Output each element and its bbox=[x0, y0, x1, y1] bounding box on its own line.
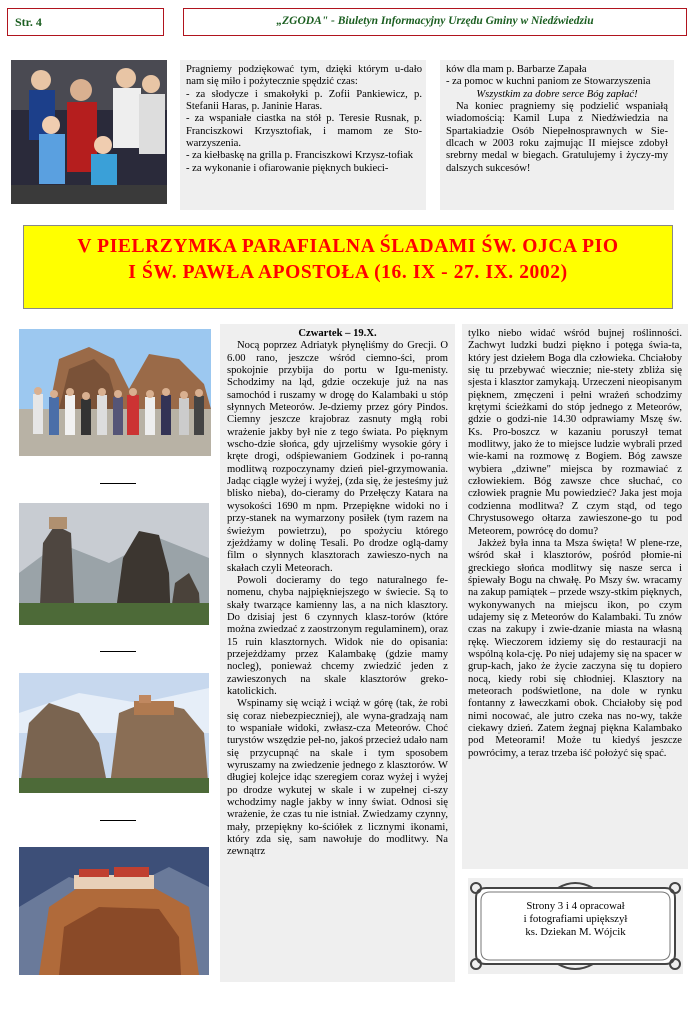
article-para-5: Jakżeż była inna ta Msza święta! W plene-rze, wśród skał i klasztorów, pośród płomie-ni greckiego słońca modlitwy się nasze serca i śpiewały Bogu na chwałę. Po Mszy św. wracamy na zakup pamiątek – przede wszy-stkim pięknych, wykonywanych na miejscu ikon, po czym udajemy się z Meteorów do Kalambaki. Tu znów czas na zakupy i zwie-dzanie miasta na własną rękę. Wieczorem idziemy się do restauracji na wspólną kola-cję. Po niej udajemy się na spacer w grup-kach, jako że życie zaczyna się tu dopiero nocą, kiedy robi się chłodniej. Klasztory na meteorach podświetlone, na dole w rynku fontanny z ławeczkami obok. Chciałoby się pod nimi nocować, ale jutro czeka nas no-wy, także ciekawy dzień. Zatem żegnaj piękna Kalambako pod Meteorami! Może tu kiedyś jeszcze powrócimy, a teraz trzeba iść położyć się spać. bbox=[468, 537, 682, 759]
thanks-blessing: Wszystkim za dobre serce Bóg zapłać! bbox=[476, 88, 638, 100]
article-column-1 bbox=[220, 324, 455, 982]
article-para-4: tylko niebo widać wśród bujnej roślinności. Zachwyt ludzki budzi piękno i potęga świa-ta, który jest dziełem Boga dla człowieka. Chciałoby się tu przebywać wiecznie; nie-stety zbliża się sjesta i klasztor zamykają. Urzeczeni nieopisanym pięknem, zmęczeni i pełni wrażeń schodzimy krętymi ścieżkami do stóp jednego z Meteorów, gdzie o godzi-nie 14.30 odprawiamy Mszę św. Ks. Pro-boszcz w kazaniu poruszył temat modlitwy, jako że to miejsce ludzie wybrali przed wie-kami na rozmowę z Bogiem. Bóg zawsze wybiera „dziwne" miejsca by rozmawiać z człowiekiem. Bóg zawsze chce słuchać, co człowiek pragnie Mu powiedzieć? Jaka jest moja codzienna modlitwa? Z czym stąd, od tego Chrystusowego ołtarza zawieszone-go tu pod Meteorem, powrócę do domu? bbox=[468, 328, 682, 537]
credits-line-1: Strony 3 i 4 opracował bbox=[526, 900, 625, 912]
page-number: Str. 4 bbox=[7, 8, 164, 36]
meteora-rock-photo bbox=[19, 503, 209, 625]
title-line-1: V PIELRZYMKA PARAFIALNA ŚLADAMI ŚW. OJCA PIO bbox=[77, 236, 619, 257]
thanks-para-3: - za wspaniałe ciastka na stół p. Teresie Rusnak, p. Franciszkowi Krzysztofiak, i mamom ze Sto-warzyszenia. bbox=[186, 113, 422, 150]
thanks-para-4: - za kiełbaskę na grilla p. Franciszkowi Krzysz-tofiak bbox=[186, 150, 414, 162]
photo-separator bbox=[100, 483, 136, 484]
thanks-para-7: - za pomoc w kuchni paniom ze Stowarzyszenia bbox=[446, 76, 651, 88]
meteora-group-photo bbox=[19, 329, 211, 456]
meteora-monastery-photo bbox=[19, 673, 209, 793]
article-para-3: Wspinamy się wciąż i wciąż w górę (tak, że robi się coraz niebezpieczniej), ale wyna-gradzają nam to wspaniałe widoki, zwłasz-cza Meteorów. Choć turystów wszędzie peł-no, jakoś przecież udało nam się przycupnąć na skale i tym sposobem wyruszamy na zwiedzenie jednego z klasztorów. W długiej kolejce idąc szeregiem coraz wyżej i wyżej po drodze wykutej w skale i w zupełnej ci-szy wchodzimy nagle jakby w inny świat. Odnosi się wrażenie, że czas tu nie istniał. Zwiedzamy czynny, mały, przepiękny ko-ściółek z licznymi ikonami, który zda się, sam nawołuje do modlitwy. Na zewnątrz bbox=[227, 698, 448, 858]
family-photo bbox=[11, 60, 167, 204]
thanks-para-1: Pragniemy podziękować tym, dzięki którym u-dało nam się miło i pożytecznie spędzić czas: bbox=[186, 64, 422, 88]
credits-box bbox=[468, 878, 683, 974]
thanks-para-6: ków dla mam p. Barbarze Zapała bbox=[446, 64, 587, 75]
title-line-2: I ŚW. PAWŁA APOSTOŁA (16. IX - 27. IX. 2002) bbox=[128, 262, 568, 283]
article-title bbox=[23, 225, 673, 309]
thanks-column-1 bbox=[180, 60, 426, 210]
thanks-para-2: - za słodycze i smakołyki p. Zofii Pankiewicz, p. Stefanii Haras, p. Janinie Haras. bbox=[186, 88, 422, 113]
credits-line-2: i fotografiami upiększył bbox=[523, 913, 628, 925]
credits-text bbox=[468, 900, 683, 939]
article-para-1: Nocą poprzez Adriatyk płynęliśmy do Grecji. O 6.00 rano, jeszcze wśród ciemno-ści, prom spokojnie przybija do portu w Igu-menisty. Schodzimy na ląd, gdzie oczekuje już na nas samochód i ruszamy w drogę do Kalambaki u stóp słynnych Meteorów. Je-dziemy przez góry Pindos. Ciemny jeszcze krajobraz zasnuty mgłą robi wrażenie jakby był nie z tego świata. Po pięknym wscho-dzie słońca, gdy ujrzeliśmy wysokie góry i kręte drogi, odśpiewaniem Godzinek i po-ranną modlitwą rozpoczynamy dzień piel-grzymowania. Jadąc ciągle wyżej i wyżej, (zda się, że jesteśmy już blisko nieba), do-cieramy do Przełęczy Katara na wysokości 1690 m npm. Przepiękne widoki no i przy-stanek na wymarzony posiłek (tym razem na świeżym powietrzu), po spożyciu którego zjeżdżamy w dolinę Tesali. Po drodze oglą-damy film o słynnych klasztorach zawieszo-nych na skałach czyli Meteorach. bbox=[227, 340, 448, 574]
credits-line-3: ks. Dziekan M. Wójcik bbox=[525, 926, 626, 938]
photo-separator bbox=[100, 651, 136, 652]
bulletin-title: „ZGODA" - Biuletyn Informacyjny Urzędu Gminy w Niedźwiedziu bbox=[183, 8, 687, 36]
meteora-sunset-photo bbox=[19, 847, 209, 975]
thanks-para-5: - za wykonanie i ofiarowanie pięknych bukieci- bbox=[186, 162, 389, 174]
photo-separator bbox=[100, 820, 136, 821]
thanks-column-2 bbox=[440, 60, 674, 210]
day-heading: Czwartek – 19.X. bbox=[298, 328, 377, 339]
thanks-news: Na koniec pragniemy się podzielić wspaniałą wiadomością: Kamil Lupa z Niedźwiedzia na Spartakiadzie Osób Niepełnosprawnych w Sie-dlcach w 2003 roku zajmując II miejsce zdobył srebrny medal w biegach. Gratulujemy i życzy-my dalszych sukcesów! bbox=[446, 101, 668, 174]
article-para-2: Powoli docieramy do tego naturalnego fe-nomenu, chyba najpiękniejszego w świecie. Są to skały twarzące kamienny las, a na nich klasztory. Do dzisiaj jest 6 czynnych klasz-torów (które można zwiedzać z zaostrzonym regulaminem), oraz 15 ruin klasztornych. Widok nie do opisania: przejeżdżamy przez Kalambakę (gdzie mamy nocleg), ponieważ chcemy zwiedzić jeden z zawieszonych na skale klasztorów greko-katolickich. bbox=[227, 574, 448, 697]
article-column-2 bbox=[462, 324, 688, 869]
